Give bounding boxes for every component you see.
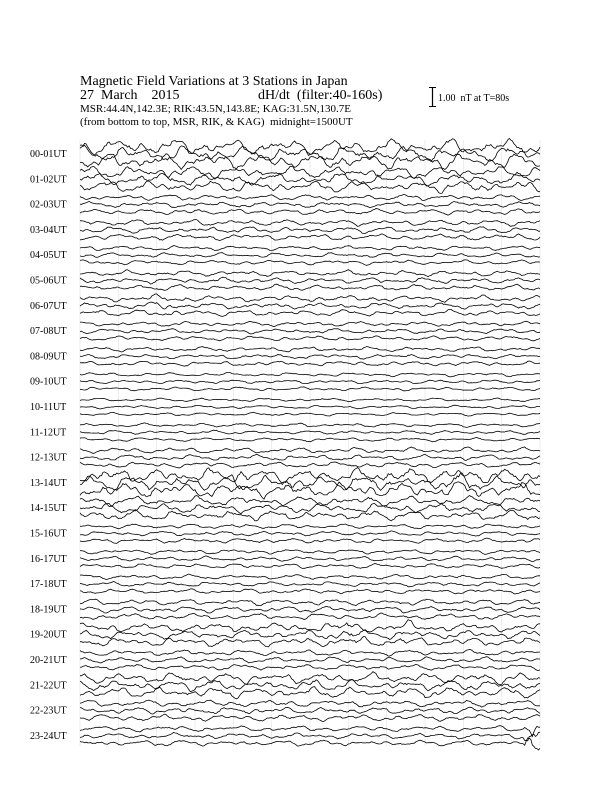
hour-label: 23-24UT	[30, 730, 67, 742]
hour-label: 10-11UT	[30, 402, 67, 413]
station-order-note: (from bottom to top, MSR, RIK, & KAG) midnight=1500UT	[80, 116, 353, 128]
hour-label: 07-08UT	[30, 326, 67, 338]
hour-label: 17-18UT	[30, 579, 67, 591]
hour-label: 04-05UT	[30, 250, 67, 262]
hour-label: 11-12UT	[30, 427, 67, 439]
hour-label: 03-04UT	[30, 224, 67, 236]
chart-date: 27 March 2015	[80, 88, 180, 103]
hour-label: 12-13UT	[30, 452, 67, 464]
hour-label: 05-06UT	[30, 275, 67, 287]
hour-label: 18-19UT	[30, 604, 67, 616]
hour-label: 01-02UT	[30, 174, 67, 186]
hour-label: 21-22UT	[30, 680, 67, 692]
filter-label: dH/dt (filter:40-160s)	[258, 88, 383, 103]
hour-label: 08-09UT	[30, 351, 67, 363]
hour-label: 06-07UT	[30, 300, 67, 312]
hour-label: 14-15UT	[30, 503, 67, 515]
hour-label: 15-16UT	[30, 528, 67, 540]
hour-label: 16-17UT	[30, 553, 67, 565]
scale-label: 1.00 nT at T=80s	[438, 93, 510, 104]
hour-label: 00-01UT	[30, 149, 67, 160]
hour-label: 19-20UT	[30, 629, 67, 641]
station-coordinates: MSR:44.4N,142.3E; RIK:43.5N,143.8E; KAG:31.5N,130.7E	[80, 103, 352, 115]
hour-label: 13-14UT	[30, 477, 67, 489]
hour-label: 20-21UT	[30, 655, 67, 666]
hour-label: 22-23UT	[30, 705, 67, 717]
chart-title: Magnetic Field Variations at 3 Stations in Japan	[80, 74, 348, 89]
hour-label: 02-03UT	[30, 199, 67, 211]
hour-label: 09-10UT	[30, 376, 67, 388]
